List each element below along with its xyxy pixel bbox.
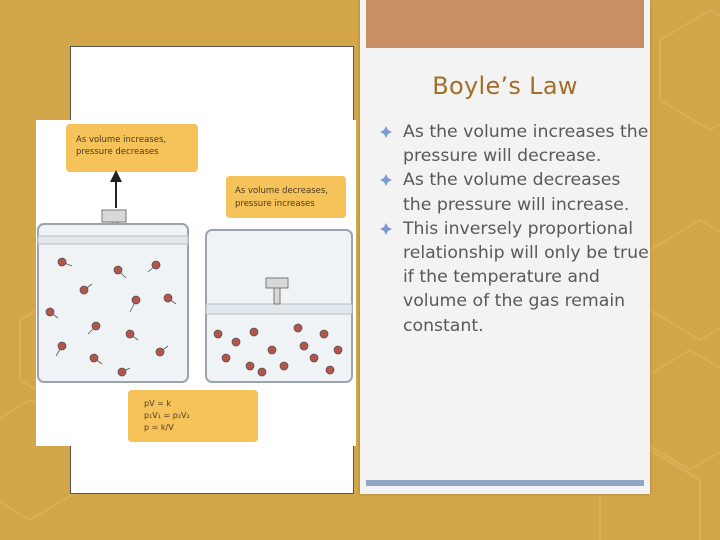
bullet-text: As the volume decreases the pressure will increase. bbox=[403, 170, 630, 215]
label-right-line1: As volume decreases, bbox=[235, 186, 328, 196]
formula-line3: p = k/V bbox=[144, 423, 174, 432]
diamond-bullet-icon bbox=[380, 174, 392, 186]
diamond-bullet-icon bbox=[380, 223, 392, 235]
callout-right bbox=[226, 176, 346, 218]
bullet-list bbox=[380, 120, 650, 338]
label-right-line2: pressure increases bbox=[235, 199, 315, 209]
boyles-law-diagram bbox=[36, 120, 356, 446]
formula-line1: pV = k bbox=[144, 399, 171, 408]
footer-bar bbox=[366, 480, 644, 486]
label-left-line2: pressure decreases bbox=[76, 147, 159, 157]
bullet-text: This inversely proportional relationship will only be true if the temperature and volume of the gas remain constant. bbox=[403, 218, 649, 336]
container-left bbox=[38, 224, 188, 382]
list-item bbox=[380, 120, 650, 168]
formula-line2: p₁V₁ = p₂V₂ bbox=[144, 411, 190, 420]
header-bar bbox=[366, 0, 644, 48]
content-panel bbox=[360, 0, 650, 494]
list-item bbox=[380, 168, 650, 216]
list-item bbox=[380, 217, 650, 338]
bullet-text: As the volume increases the pressure will decrease. bbox=[403, 122, 649, 167]
diamond-bullet-icon bbox=[380, 126, 392, 138]
label-left-line1: As volume increases, bbox=[76, 135, 167, 145]
slide-title: Boyle’s Law bbox=[432, 72, 578, 100]
